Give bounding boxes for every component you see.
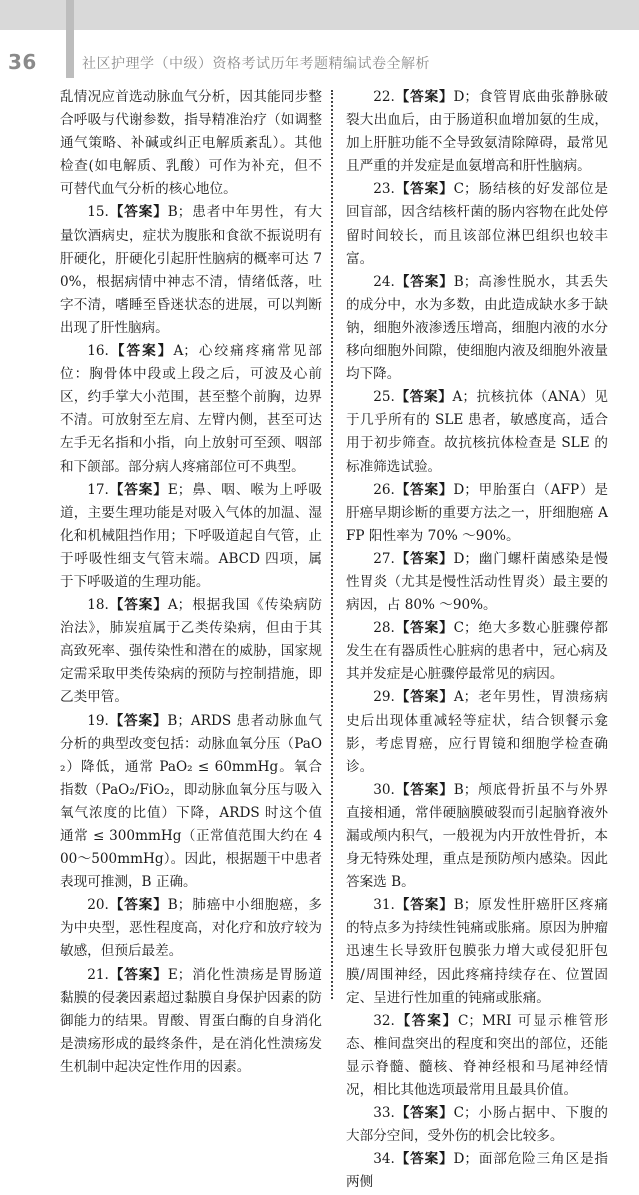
question-number: 31. bbox=[373, 897, 395, 914]
explanation-text: D；面部危险三角区是指两侧 bbox=[346, 1151, 608, 1191]
question-number: 23. bbox=[373, 181, 395, 198]
explanation-text: A；根据我国《传染病防治法》，肺炭疽属于乙类传染病，但由于其高致死率、强传染性和潜在的威胁，国家规定需采取甲类传染病的预防与控制措施，即乙类甲管。 bbox=[60, 597, 323, 706]
answer-label: 【答案】 bbox=[394, 389, 453, 406]
question-number: 32. bbox=[373, 1012, 395, 1029]
answer-explanation bbox=[346, 178, 608, 270]
answer-label: 【答案】 bbox=[394, 481, 454, 498]
explanation-text: C；肠结核的好发部位是回盲部，因含结核杆菌的肠内容物在此处停留时间较长，而且该部位淋巴组织也较丰富。 bbox=[346, 181, 608, 267]
left-column bbox=[60, 86, 322, 1079]
question-number: 17. bbox=[87, 481, 109, 498]
question-number: 24. bbox=[373, 273, 395, 290]
answer-label: 【答案】 bbox=[394, 181, 454, 198]
answer-label: 【答案】 bbox=[394, 89, 454, 105]
right-column bbox=[346, 86, 608, 1195]
answer-explanation bbox=[60, 340, 322, 479]
column-divider bbox=[331, 90, 333, 999]
question-number: 30. bbox=[373, 781, 395, 798]
explanation-text: D；甲胎蛋白（AFP）是肝癌早期诊断的重要方法之一，肝细胞癌 AFP 阳性率为 70% ～90%。 bbox=[346, 481, 608, 544]
answer-label: 【答案】 bbox=[394, 897, 454, 914]
answer-label: 【答案】 bbox=[394, 620, 454, 637]
question-number: 19. bbox=[87, 712, 109, 729]
explanation-text: B；肺癌中小细胞癌，多为中央型，恶性程度高，对化疗和放疗较为敏感，但预后最差。 bbox=[60, 897, 322, 960]
answer-label: 【答案】 bbox=[108, 597, 168, 614]
answer-label: 【答案】 bbox=[108, 481, 168, 498]
answer-label: 【答案】 bbox=[394, 1012, 459, 1029]
question-number: 21. bbox=[87, 966, 109, 983]
explanation-text: C；MRI 可显示椎管形态、椎间盘突出的程度和突出的部位，还能显示脊髓、髓核、脊神经根和马尾神经情况，相比其他选项最常用且最具价值。 bbox=[346, 1012, 609, 1099]
answer-explanation bbox=[60, 201, 322, 340]
answer-explanation bbox=[346, 479, 608, 548]
answer-label: 【答案】 bbox=[394, 550, 454, 567]
question-number: 29. bbox=[373, 689, 395, 706]
question-number: 16. bbox=[87, 343, 109, 360]
answer-label: 【答案】 bbox=[108, 343, 174, 360]
question-number: 34. bbox=[373, 1151, 395, 1168]
question-number: 27. bbox=[373, 550, 395, 567]
explanation-text: D；食管胃底曲张静脉破裂大出血后，由于肠道积血增加氨的生成，加上肝脏功能不全导致氨清除障碍，最常见且严重的并发症是血氨增高和肝性脑病。 bbox=[346, 89, 608, 175]
answer-explanation bbox=[60, 894, 322, 963]
answer-label: 【答案】 bbox=[394, 1151, 454, 1168]
question-number: 15. bbox=[87, 204, 109, 221]
explanation-text: B；颅底骨折虽不与外界直接相通，常伴硬脑膜破裂而引起脑脊液外漏或颅内积气，一般视为内开放性骨折，本身无特殊处理，重点是预防颅内感染。因此答案选 B。 bbox=[346, 781, 608, 891]
explanation-text: B；高渗性脱水，其丢失的成分中，水为多数，由此造成缺水多于缺钠，细胞外液渗透压增高，细胞内液的水分移向细胞外间隙，使细胞内液及细胞外液量均下降。 bbox=[346, 273, 608, 383]
answer-explanation bbox=[60, 594, 322, 709]
header-gray-band bbox=[0, 0, 639, 30]
question-number: 25. bbox=[373, 389, 395, 406]
running-title: 社区护理学（中级）资格考试历年考题精编试卷全解析 bbox=[82, 56, 430, 72]
answer-label: 【答案】 bbox=[394, 1105, 454, 1122]
answer-label: 【答案】 bbox=[108, 897, 168, 914]
explanation-text: B；患者中年男性，有大量饮酒病史，症状为腹胀和食欲不振说明有肝硬化，肝硬化引起肝性脑病的概率可达 70%，根据病情中神志不清，情绪低落，吐字不清，嗜睡至昏迷状态的进展，可以判断出现了肝性脑病。 bbox=[60, 204, 322, 336]
question-number: 26. bbox=[373, 481, 395, 498]
page-number: 36 bbox=[8, 50, 37, 74]
explanation-text: C；小肠占据中、下腹的大部分空间，受外伤的机会比较多。 bbox=[346, 1105, 608, 1145]
answer-label: 【答案】 bbox=[394, 689, 454, 706]
question-number: 20. bbox=[87, 897, 109, 914]
explanation-text: A；抗核抗体（ANA）见于几乎所有的 SLE 患者，敏感度高，适合用于初步筛查。故抗核抗体检查是 SLE 的标准筛选试验。 bbox=[346, 389, 608, 475]
answer-label: 【答案】 bbox=[108, 712, 168, 729]
answer-explanation bbox=[60, 964, 322, 1079]
header-gray-tab bbox=[66, 0, 74, 78]
answer-label: 【答案】 bbox=[394, 781, 454, 798]
answer-explanation bbox=[346, 271, 608, 386]
answer-explanation bbox=[346, 617, 608, 686]
explanation-text: C；绝大多数心脏骤停都发生在有器质性心脏病的患者中，冠心病及其并发症是心脏骤停最常见的病因。 bbox=[346, 620, 608, 683]
answer-label: 【答案】 bbox=[108, 966, 168, 983]
answer-explanation bbox=[346, 779, 608, 894]
answer-explanation bbox=[60, 710, 322, 895]
answer-explanation bbox=[346, 548, 608, 617]
answer-explanation bbox=[346, 894, 608, 1009]
answer-label: 【答案】 bbox=[108, 204, 168, 221]
question-number: 28. bbox=[373, 620, 395, 637]
explanation-text: E；鼻、咽、喉为上呼吸道，主要生理功能是对吸入气体的加温、湿化和机械阻挡作用；下呼吸道起自气管，止于呼吸性细支气管末端。ABCD 四项，属于下呼吸道的生理功能。 bbox=[60, 481, 322, 590]
question-number: 18. bbox=[87, 597, 109, 614]
explanation-text: B；ARDS 患者动脉血气分析的典型改变包括：动脉血氧分压（PaO₂）降低，通常 PaO₂ ≤ 60mmHg。氧合指数（PaO₂/FiO₂，即动脉血氧分压与吸入氧气浓度的比值）下降，ARDS 时这个值通常 ≤ 300mmHg（正常值范围大约在 400～500mmHg）。因此，根据题干中患者表现可推测，B 正确。 bbox=[60, 712, 323, 891]
answer-explanation bbox=[346, 386, 608, 478]
answer-explanation bbox=[346, 686, 608, 778]
explanation-text: 乱情况应首选动脉血气分析，因其能同步整合呼吸与代谢参数，指导精准治疗（如调整通气策略、补碱或纠正电解质紊乱）。其他检查(如电解质、乳酸）可作为补充，但不可替代血气分析的核心地位。 bbox=[60, 89, 322, 198]
explanation-text: B；原发性肝癌肝区疼痛的特点多为持续性钝痛或胀痛。原因为肿瘤迅速生长导致肝包膜张力增大或侵犯肝包膜/周围神经，因此疼痛持续存在、位置固定、呈进行性加重的钝痛或胀痛。 bbox=[346, 897, 608, 1006]
continued-paragraph bbox=[60, 86, 322, 201]
answer-explanation bbox=[346, 86, 608, 178]
answer-explanation bbox=[60, 479, 322, 594]
answer-explanation bbox=[346, 1102, 608, 1148]
explanation-text: A；心绞痛疼痛常见部位：胸骨体中段或上段之后，可波及心前区，约手掌大小范围，甚至整个前胸，边界不清。可放射至左肩、左臂内侧，甚至可达左手无名指和小指，向上放射可至颈、咽部和下颌部。部分病人疼痛部位可不典型。 bbox=[60, 343, 322, 475]
answer-explanation bbox=[346, 1010, 608, 1102]
question-number: 22. bbox=[373, 89, 395, 105]
explanation-text: D；幽门螺杆菌感染是慢性胃炎（尤其是慢性活动性胃炎）最主要的病因，占 80% ～90%。 bbox=[346, 550, 608, 614]
answer-label: 【答案】 bbox=[394, 273, 454, 290]
question-number: 33. bbox=[373, 1105, 395, 1122]
explanation-text: E；消化性溃疡是胃肠道黏膜的侵袭因素超过黏膜自身保护因素的防御能力的结果。胃酸、胃蛋白酶的自身消化是溃疡形成的最终条件，是在消化性溃疡发生机制中起决定性作用的因素。 bbox=[60, 966, 322, 1075]
answer-explanation bbox=[346, 1148, 608, 1194]
explanation-text: A；老年男性，胃溃疡病史后出现体重减轻等症状，结合钡餐示龛影，考虑胃癌，应行胃镜和细胞学检查确诊。 bbox=[346, 689, 609, 775]
